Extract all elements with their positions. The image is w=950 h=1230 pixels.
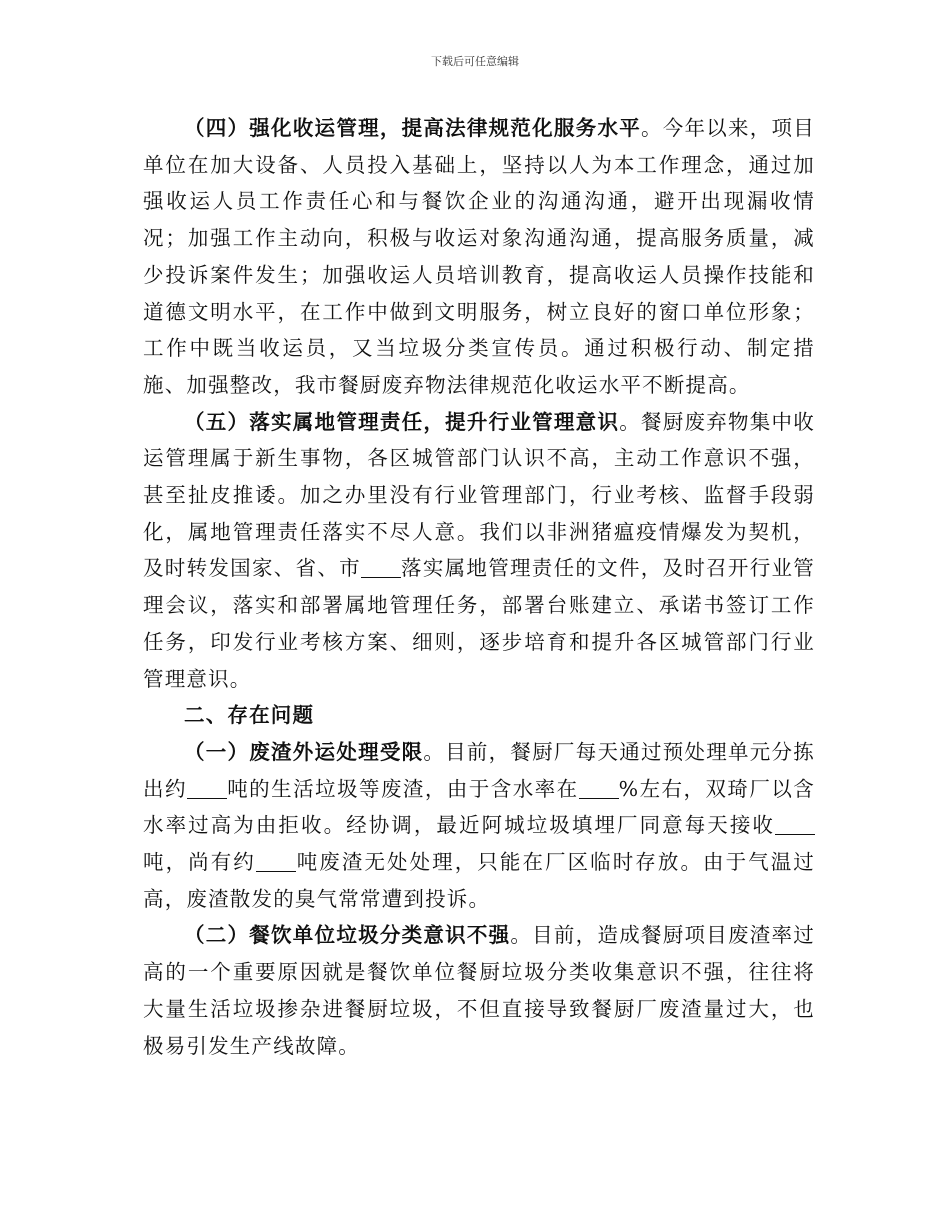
blank-underline [775, 814, 815, 836]
section-heading-problems: 二、存在问题 [184, 703, 315, 728]
document-body [143, 110, 815, 1064]
paragraph-text: 。目前，造成餐厨项目废渣率过高的一个重要原因就是餐饮单位餐厨垃圾分类收集意识不强，往往将大量生活垃圾掺杂进餐厨垃圾，不但直接导致餐厨厂废渣量过大，也极易引发生产线故障。 [143, 923, 815, 1058]
paragraph-text: 落实属地管理责任的文件，及时召开行业管理会议，落实和部署属地管理任务，部署台账建立、承诺书签订工作任务，印发行业考核方案、细则，逐步培育和提升各区城管部门行业管理意识。 [143, 556, 815, 691]
paragraph-collection-management [143, 110, 815, 404]
paragraph-text: 。目前，餐厨厂每天通过预处理单元分拣出约 [143, 739, 815, 801]
paragraph-lead: （四）强化收运管理，提高法律规范化服务水平 [184, 116, 641, 140]
paragraph-sorting-awareness [143, 917, 815, 1064]
paragraph-text: 。今年以来，项目单位在加大设备、人员投入基础上，坚持以人为本工作理念，通过加强收运人员工作责任心和与餐饮企业的沟通沟通，避开出现漏收情况；加强工作主动向，积极与收运对象沟通沟通，提高服务质量，减少投诉案件发生；加强收运人员培训教育，提高收运人员操作技能和道德文明水平，在工作中做到文明服务，树立良好的窗口单位形象；工作中既当收运员，又当垃圾分类宣传员。通过积极行动、制定措施、加强整改，我市餐厨废弃物法律规范化收运水平不断提高。 [143, 116, 815, 397]
paragraph-territorial-responsibility [143, 404, 815, 698]
paragraph-lead: （一）废渣外运处理受限 [184, 739, 424, 764]
paragraph-text: 吨的生活垃圾等废渣，由于含水率在 [226, 776, 579, 801]
blank-underline [361, 557, 401, 579]
blank-underline [187, 777, 227, 799]
page-header-note: 下载后可任意编辑 [431, 55, 519, 68]
paragraph-lead: （五）落实属地管理责任，提升行业管理意识 [184, 409, 620, 434]
paragraph-text: 吨废渣无处处理，只能在厂区临时存放。由于气温过高，废渣散发的臭气常常遭到投诉。 [143, 850, 815, 911]
blank-underline [256, 851, 296, 873]
paragraph-lead: （二）餐饮单位垃圾分类意识不强 [184, 923, 511, 948]
paragraph-text: %左右，双琦厂以含水率过高为由拒收。经协调，最近阿城垃圾填埋厂同意每天接收 [143, 776, 816, 838]
paragraph-text: 吨，尚有约 [143, 850, 256, 875]
blank-underline [579, 777, 619, 799]
paragraph-text: 。餐厨废弃物集中收运管理属于新生事物，各区城管部门认识不高，主动工作意识不强，甚至扯皮推诿。加之办里没有行业管理部门，行业考核、监督手段弱化，属地管理责任落实不尽人意。我们以非洲猪瘟疫情爆发为契机，及时转发国家、省、市 [143, 409, 816, 581]
paragraph-residue-disposal [143, 734, 815, 918]
